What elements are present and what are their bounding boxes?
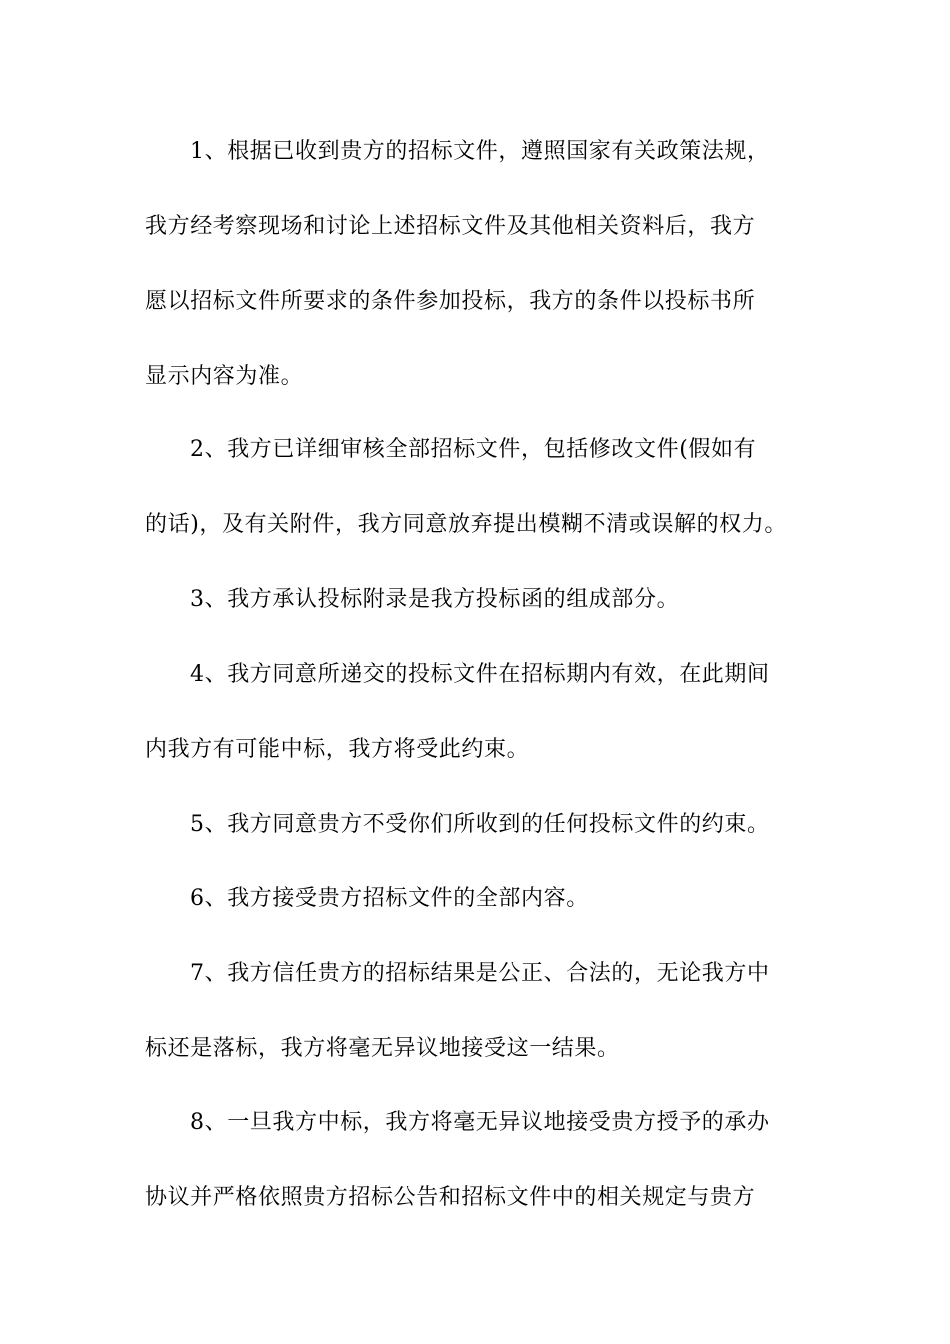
paragraph-1-line-2: 我方经考察现场和讨论上述招标文件及其他相关资料后，我方 <box>145 214 756 239</box>
paragraph-1-line-3: 愿以招标文件所要求的条件参加投标，我方的条件以投标书所 <box>145 289 756 314</box>
paragraph-1-line-1: 1、根据已收到贵方的招标文件，遵照国家有关政策法规， <box>190 139 770 164</box>
paragraph-2-line-2: 的话)，及有关附件，我方同意放弃提出模糊不清或误解的权力。 <box>145 512 787 537</box>
paragraph-1-line-4: 显示内容为准。 <box>145 364 304 389</box>
paragraph-8-line-1: 8、一旦我方中标，我方将毫无异议地接受贵方授予的承办 <box>190 1110 770 1135</box>
paragraph-4-line-1: 4、我方同意所递交的投标文件在招标期内有效，在此期间 <box>190 662 770 687</box>
paragraph-5-line-1: 5、我方同意贵方不受你们所收到的任何投标文件的约束。 <box>190 812 770 837</box>
paragraph-6-line-1: 6、我方接受贵方招标文件的全部内容。 <box>190 886 589 911</box>
paragraph-7-line-1: 7、我方信任贵方的招标结果是公正、合法的，无论我方中 <box>190 961 770 986</box>
paragraph-8-line-2: 协议并严格依照贵方招标公告和招标文件中的相关规定与贵方 <box>145 1185 756 1210</box>
paragraph-4-line-2: 内我方有可能中标，我方将受此约束。 <box>145 737 530 762</box>
paragraph-2-line-1: 2、我方已详细审核全部招标文件，包括修改文件(假如有 <box>190 437 757 462</box>
paragraph-7-line-2: 标还是落标，我方将毫无异议地接受这一结果。 <box>145 1036 620 1061</box>
paragraph-3-line-1: 3、我方承认投标附录是我方投标函的组成部分。 <box>190 587 680 612</box>
